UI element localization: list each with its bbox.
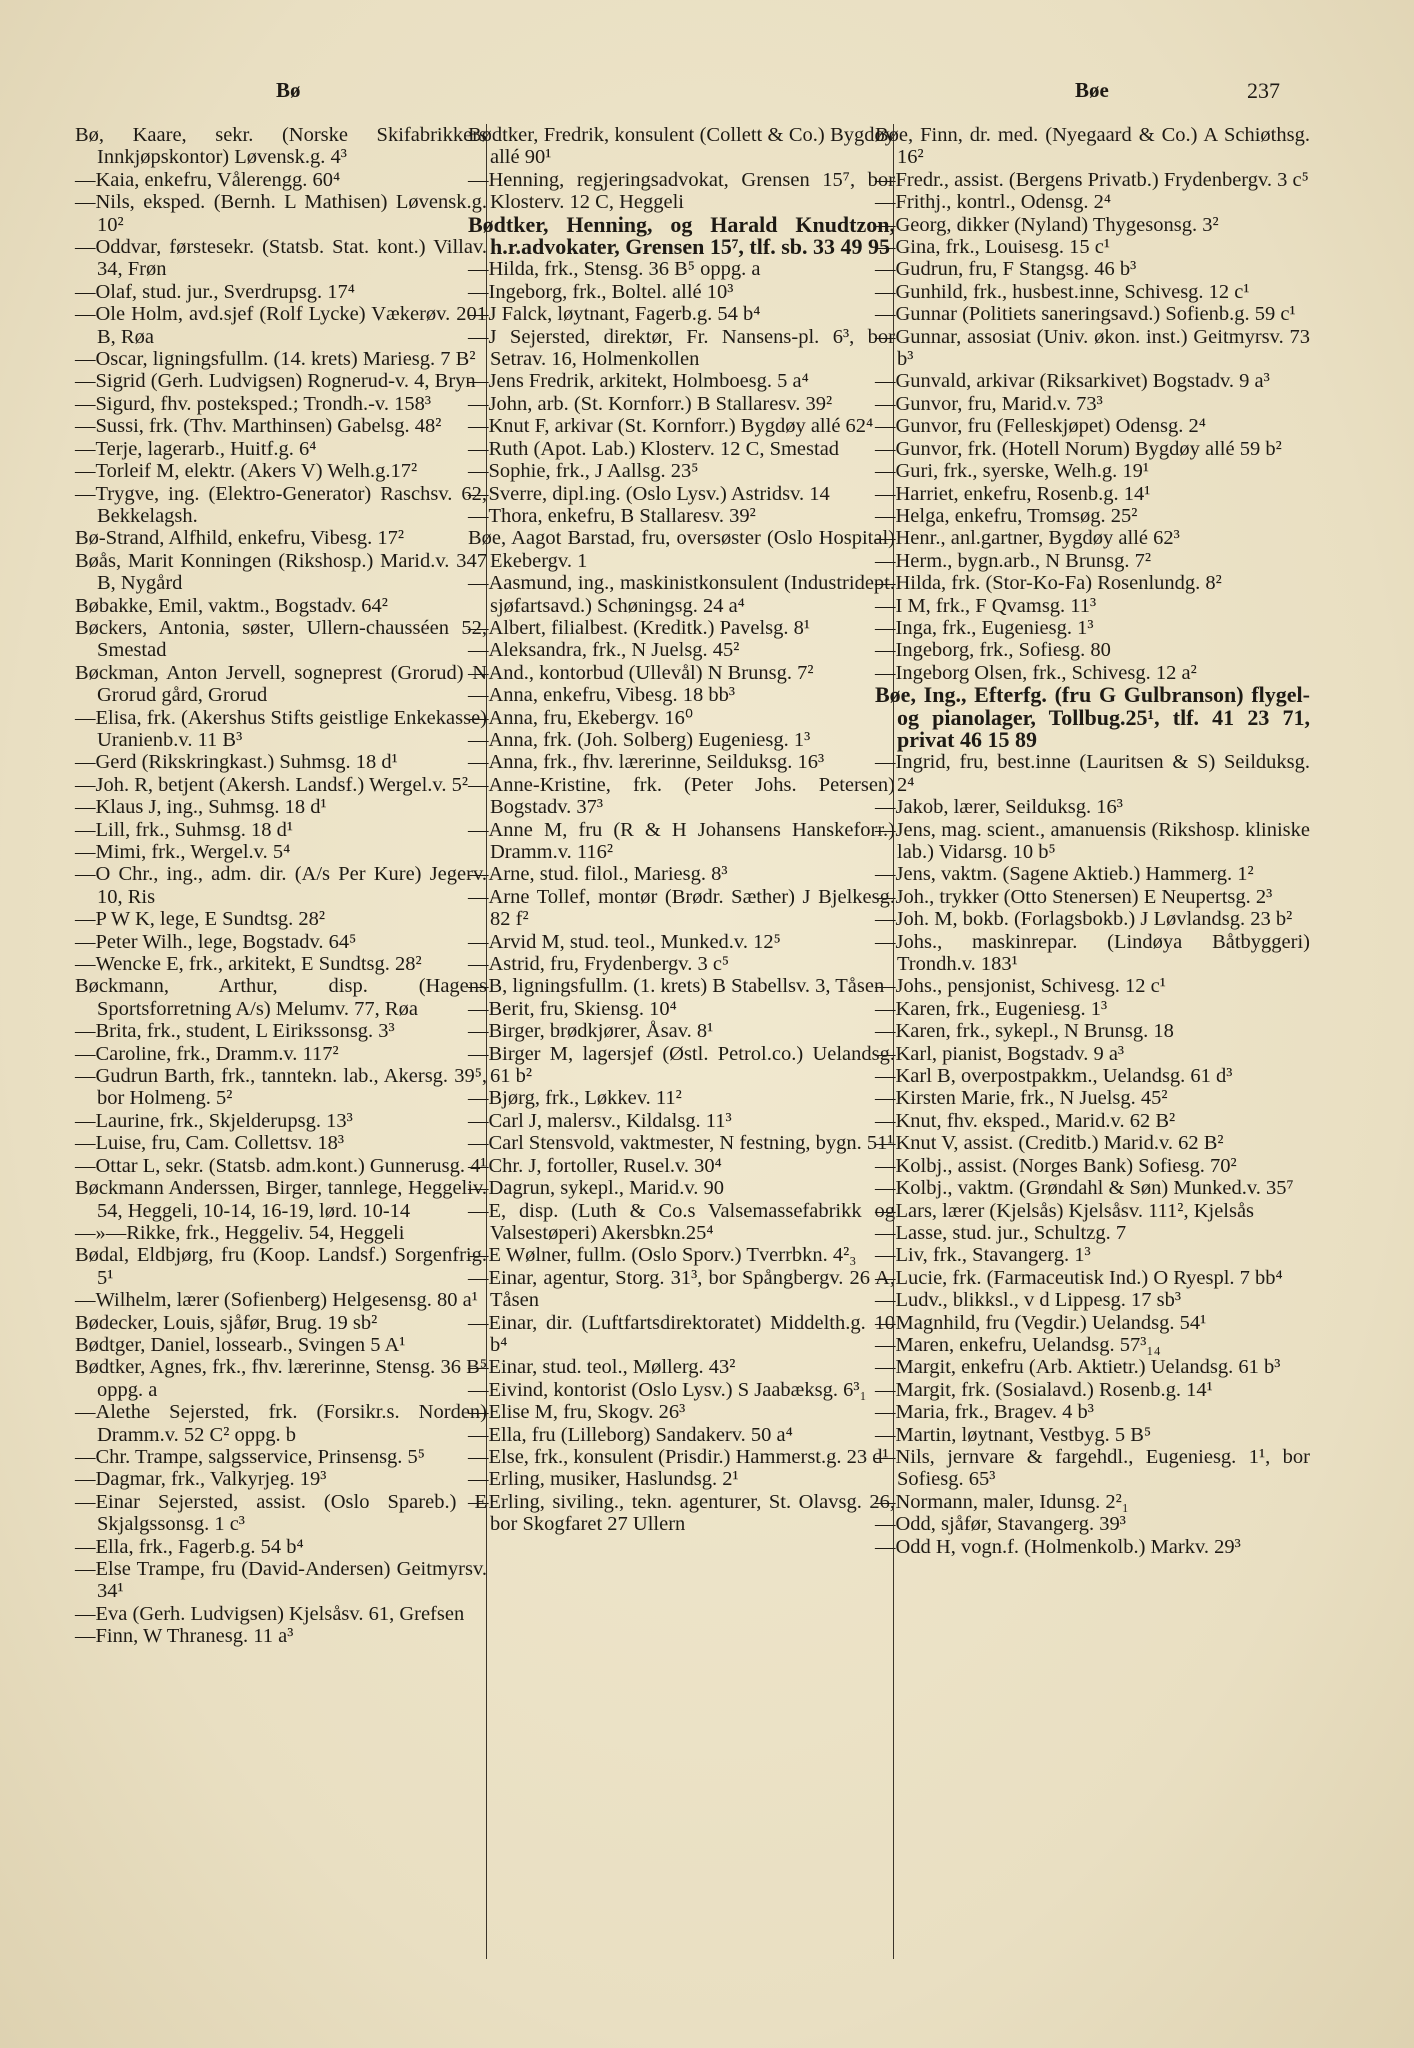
directory-entry: —Einar Sejersted, assist. (Oslo Spareb.) E Skjalgssonsg. 1 c³ xyxy=(75,1490,487,1536)
directory-entry: —Sigrid (Gerh. Ludvigsen) Rognerud-v. 4, Bryn xyxy=(75,370,476,393)
directory-entry: —Caroline, frk., Dramm.v. 117² xyxy=(75,1042,339,1065)
directory-entry: —Kaia, enkefru, Vålerengg. 60⁴ xyxy=(75,168,341,191)
directory-entry: —Gudrun Barth, frk., tanntekn. lab., Akersg. 39⁵, bor Holmeng. 5² xyxy=(75,1065,487,1110)
directory-entry: —Else, frk., konsulent (Prisdir.) Hammerst.g. 23 d¹ xyxy=(468,1445,889,1468)
directory-entry: —Lasse, stud. jur., Schultzg. 7 xyxy=(875,1221,1127,1244)
directory-entry: —Finn, W Thranesg. 11 a³ xyxy=(75,1625,294,1648)
directory-entry: —Anna, frk., fhv. lærerinne, Seilduksg. 16³ xyxy=(468,751,825,774)
directory-entry: —Wilhelm, lærer (Sofienberg) Helgesensg. 80 a¹ xyxy=(75,1289,478,1312)
column-1 xyxy=(75,124,487,1648)
directory-entry: —Lars, lærer (Kjelsås) Kjelsåsv. 111², Kjelsås xyxy=(875,1199,1255,1222)
directory-entry: Bø-Strand, Alfhild, enkefru, Vibesg. 17² xyxy=(75,527,405,550)
directory-entry: —Karl, pianist, Bogstadv. 9 a³ xyxy=(875,1042,1125,1065)
directory-entry: —Karen, frk., sykepl., N Brunsg. 18 xyxy=(875,1020,1174,1043)
directory-entry: —Elisa, frk. (Akershus Stifts geistlige Enkekasse) Uranienb.v. 11 B³ xyxy=(75,706,487,751)
header-left-keyword: Bø xyxy=(276,78,301,102)
directory-entry: —P W K, lege, E Sundtsg. 28² xyxy=(75,908,326,931)
directory-entry: Bødtker, Henning, og Harald Knudtzon, h.r.advokater, Grensen 15⁷, tlf. sb. 33 49 95 xyxy=(468,211,895,260)
directory-entry: —Ingeborg, frk., Sofiesg. 80 xyxy=(875,639,1111,662)
directory-entry: —Einar, stud. teol., Møllerg. 43² xyxy=(468,1356,736,1379)
directory-entry: —Oddvar, førstesekr. (Statsb. Stat. kont.) Villav. 34, Frøn xyxy=(75,236,487,281)
directory-entry: —Luise, fru, Cam. Collettsv. 18³ xyxy=(75,1132,345,1155)
directory-entry: —Kirsten Marie, frk., N Juelsg. 45² xyxy=(875,1087,1168,1110)
directory-entry: —Jakob, lærer, Seilduksg. 16³ xyxy=(875,796,1123,819)
directory-entry: —J Sejersted, direktør, Fr. Nansens-pl. 6³, bor Setrav. 16, Holmenkollen xyxy=(468,325,895,371)
directory-entry: —Einar, agentur, Storg. 31³, bor Spångbergv. 26 A, Tåsen xyxy=(468,1266,895,1312)
directory-entry: —Knut V, assist. (Creditb.) Marid.v. 62 B² xyxy=(875,1132,1224,1155)
directory-entry: —John, arb. (St. Kornforr.) B Stallaresv. 39² xyxy=(468,392,833,415)
directory-entry: —Ingeborg Olsen, frk., Schivesg. 12 a² xyxy=(875,661,1197,684)
directory-entry: —Olaf, stud. jur., Sverdrupsg. 17⁴ xyxy=(75,280,355,303)
directory-entry: —Fredr., assist. (Bergens Privatb.) Frydenbergv. 3 c⁵ xyxy=(875,168,1309,191)
directory-entry: —Else Trampe, fru (David-Andersen) Geitmyrsv. 34¹ xyxy=(75,1558,487,1603)
directory-entry: —Helga, enkefru, Tromsøg. 25² xyxy=(875,504,1138,527)
directory-entry: —Margit, frk. (Sosialavd.) Rosenb.g. 14¹ xyxy=(875,1378,1213,1401)
directory-entry: —Birger, brødkjører, Åsav. 8¹ xyxy=(468,1020,714,1043)
directory-entry: Bødal, Eldbjørg, fru (Koop. Landsf.) Sorgenfrig. 5¹ xyxy=(75,1244,487,1289)
directory-entry: —Gunvor, fru (Felleskjøpet) Odensg. 2⁴ xyxy=(875,415,1206,438)
directory-entry: —Martin, løytnant, Vestbyg. 5 B⁵ xyxy=(875,1423,1152,1446)
directory-entry: —Herm., bygn.arb., N Brunsg. 7² xyxy=(875,549,1152,572)
directory-entry: —Sophie, frk., J Aallsg. 23⁵ xyxy=(468,460,699,483)
directory-entry: —Sverre, dipl.ing. (Oslo Lysv.) Astridsv. 14 xyxy=(468,482,830,505)
directory-entry: Bøe, Ing., Efterfg. (fru G Gulbranson) flygel- og pianolager, Tollbug.25¹, tlf. 41 23 71, privat 46 15 89 xyxy=(875,682,1310,752)
directory-entry: —Odd H, vogn.f. (Holmenkolb.) Markv. 29³ xyxy=(875,1535,1241,1558)
directory-entry: —Thora, enkefru, B Stallaresv. 39² xyxy=(468,504,756,527)
directory-entry: —Frithj., kontrl., Odensg. 2⁴ xyxy=(875,191,1112,214)
directory-entry: —Gunvald, arkivar (Riksarkivet) Bogstadv. 9 a³ xyxy=(875,370,1270,393)
directory-entry: —Berit, fru, Skiensg. 10⁴ xyxy=(468,997,677,1020)
directory-entry: —Anne-Kristine, frk. (Peter Johs. Petersen) Bogstadv. 37³ xyxy=(468,773,895,819)
directory-entry: —Einar, dir. (Luftfartsdirektoratet) Middelth.g. 10 b⁴ xyxy=(468,1311,895,1356)
directory-entry: Bø, Kaare, sekr. (Norske Skifabrikkers Innkjøpskontor) Løvensk.g. 4³ xyxy=(75,124,487,169)
directory-entry: —Gudrun, fru, F Stangsg. 46 b³ xyxy=(875,258,1137,281)
directory-entry: —Hilda, frk., Stensg. 36 B⁵ oppg. a xyxy=(468,258,761,281)
directory-entry: —Terje, lagerarb., Huitf.g. 6⁴ xyxy=(75,437,317,460)
column-2 xyxy=(468,124,895,1959)
directory-entry: —Maren, enkefru, Uelandsg. 57³₁₄ xyxy=(875,1333,1161,1356)
column-3 xyxy=(875,124,1310,1959)
directory-entry: Bøe, Aagot Barstad, fru, oversøster (Oslo Hospital) Ekebergv. 1 xyxy=(468,527,895,572)
directory-entry: —Normann, maler, Idunsg. 2²₁ xyxy=(875,1490,1129,1513)
directory-entry: —Jens, vaktm. (Sagene Aktieb.) Hammerg. 1² xyxy=(875,863,1254,886)
header-right-keyword: Bøe xyxy=(1075,78,1109,102)
directory-entry: —Maria, frk., Bragev. 4 b³ xyxy=(875,1401,1094,1424)
directory-entry: —Georg, dikker (Nyland) Thygesonsg. 3² xyxy=(875,213,1219,236)
directory-entry: —Knut, fhv. eksped., Marid.v. 62 B² xyxy=(875,1109,1176,1132)
directory-entry: —Anna, fru, Ekebergv. 16⁰ xyxy=(468,706,694,729)
directory-entry: —Eivind, kontorist (Oslo Lysv.) S Jaabæksg. 6³₁ xyxy=(468,1378,867,1401)
directory-entry: —Harriet, enkefru, Rosenb.g. 14¹ xyxy=(875,482,1151,505)
directory-entry: —B, ligningsfullm. (1. krets) B Stabellsv. 3, Tåsen xyxy=(468,975,885,998)
directory-entry: —Ella, frk., Fagerb.g. 54 b⁴ xyxy=(75,1535,304,1558)
directory-entry: —Elise M, fru, Skogv. 26³ xyxy=(468,1401,686,1424)
directory-entry: —Liv, frk., Stavangerg. 1³ xyxy=(875,1244,1091,1267)
directory-entry: —Trygve, ing. (Elektro-Generator) Raschsv. 62, Bekkelagsh. xyxy=(75,482,487,527)
directory-entry: —Johs., pensjonist, Schivesg. 12 c¹ xyxy=(875,975,1166,998)
directory-entry: —Ole Holm, avd.sjef (Rolf Lycke) Vækerøv. 201 B, Røa xyxy=(75,303,487,348)
directory-entry: —Chr. J, fortoller, Rusel.v. 30⁴ xyxy=(468,1154,722,1177)
directory-entry: —Wencke E, frk., arkitekt, E Sundtsg. 28² xyxy=(75,953,422,976)
directory-entry: —Torleif M, elektr. (Akers V) Welh.g.17² xyxy=(75,460,418,483)
directory-entry: —Jens, mag. scient., amanuensis (Rikshosp. kliniske lab.) Vidarsg. 10 b⁵ xyxy=(875,818,1310,863)
directory-entry: —Gerd (Rikskringkast.) Suhmsg. 18 d¹ xyxy=(75,751,398,774)
directory-entry: Bødtger, Daniel, lossearb., Svingen 5 A¹ xyxy=(75,1333,406,1356)
page-number: 237 xyxy=(1247,78,1280,103)
directory-entry: —J Falck, løytnant, Fagerb.g. 54 b⁴ xyxy=(468,303,761,326)
directory-entry: —Erling, musiker, Haslundsg. 2¹ xyxy=(468,1468,739,1491)
directory-entry: —Nils, eksped. (Bernh. L Mathisen) Løvensk.g. 10² xyxy=(75,191,487,236)
directory-entry: —Carl J, malersv., Kildalsg. 11³ xyxy=(468,1109,732,1132)
directory-entry: —Lucie, frk. (Farmaceutisk Ind.) O Ryespl. 7 bb⁴ xyxy=(875,1266,1283,1289)
directory-entry: —Johs., maskinrepar. (Lindøya Båtbyggeri) Trondh.v. 183¹ xyxy=(875,930,1310,976)
directory-entry: —Gunnar (Politiets saneringsavd.) Sofienb.g. 59 c¹ xyxy=(875,303,1296,326)
directory-entry: —Aleksandra, frk., N Juelsg. 45² xyxy=(468,639,740,662)
directory-entry: —Gunvor, fru, Marid.v. 73³ xyxy=(875,392,1103,415)
directory-entry: —Chr. Trampe, salgsservice, Prinsensg. 5⁵ xyxy=(75,1445,425,1468)
directory-entry: Bøckmann, Arthur, disp. (Hagens Sportsforretning A/s) Melumv. 77, Røa xyxy=(75,975,487,1020)
directory-entry: —Carl Stensvold, vaktmester, N festning, bygn. 51¹ xyxy=(468,1132,894,1155)
directory-entry: —Aasmund, ing., maskinistkonsulent (Industridept. sjøfartsavd.) Schøningsg. 24 a⁴ xyxy=(468,572,895,617)
directory-entry: —Kolbj., vaktm. (Grøndahl & Søn) Munked.v. 35⁷ xyxy=(875,1177,1294,1200)
directory-entry: —Margit, enkefru (Arb. Aktietr.) Uelandsg. 61 b³ xyxy=(875,1356,1281,1379)
directory-entry: —Gunhild, frk., husbest.inne, Schivesg. 12 c¹ xyxy=(875,280,1250,303)
directory-entry: Bøe, Finn, dr. med. (Nyegaard & Co.) A Schiøthsg. 16² xyxy=(875,124,1310,169)
directory-entry: —And., kontorbud (Ullevål) N Brunsg. 7² xyxy=(468,661,814,684)
directory-entry: —Arne, stud. filol., Mariesg. 8³ xyxy=(468,863,728,886)
directory-entry: —Anna, enkefru, Vibesg. 18 bb³ xyxy=(468,684,736,707)
directory-entry: —Erling, siviling., tekn. agenturer, St. Olavsg. 26, bor Skogfaret 27 Ullern xyxy=(468,1490,895,1536)
directory-entry: —Joh. M, bokb. (Forlagsbokb.) J Løvlandsg. 23 b² xyxy=(875,908,1293,931)
directory-entry: —Hilda, frk. (Stor-Ko-Fa) Rosenlundg. 8² xyxy=(875,572,1222,595)
directory-entry: Bødecker, Louis, sjåfør, Brug. 19 sb² xyxy=(75,1311,378,1334)
directory-entry: Bøckman, Anton Jervell, sogneprest (Grorud) N Grorud gård, Grorud xyxy=(75,661,487,707)
directory-entry: —Lill, frk., Suhmsg. 18 d¹ xyxy=(75,818,293,841)
directory-entry: —Magnhild, fru (Vegdir.) Uelandsg. 54¹ xyxy=(875,1311,1207,1334)
directory-entry: Bøckers, Antonia, søster, Ullern-chausséen 52, Smestad xyxy=(75,616,487,662)
directory-entry: —Brita, frk., student, L Eirikssonsg. 3³ xyxy=(75,1020,395,1043)
directory-entry: —Henr., anl.gartner, Bygdøy allé 62³ xyxy=(875,527,1180,550)
directory-entry: —Bjørg, frk., Løkkev. 11² xyxy=(468,1087,682,1110)
directory-entry: —Astrid, fru, Frydenbergv. 3 c⁵ xyxy=(468,953,730,976)
page-header xyxy=(0,78,1414,112)
directory-entry: —Klaus J, ing., Suhmsg. 18 d¹ xyxy=(75,796,327,819)
directory-entry: —Knut F, arkivar (St. Kornforr.) Bygdøy allé 62⁴ xyxy=(468,415,874,438)
directory-entry: —Alethe Sejersted, frk. (Forsikr.s. Norden) Dramm.v. 52 C² oppg. b xyxy=(75,1401,487,1446)
directory-entry: Bøckmann Anderssen, Birger, tannlege, Heggeliv. 54, Heggeli, 10-14, 16-19, lørd. 10-14 xyxy=(75,1177,487,1222)
directory-entry: —Ottar L, sekr. (Statsb. adm.kont.) Gunnerusg. 4¹ xyxy=(75,1154,487,1177)
directory-entry: —Peter Wilh., lege, Bogstadv. 64⁵ xyxy=(75,930,357,953)
directory-entry: —Odd, sjåfør, Stavangerg. 39³ xyxy=(875,1513,1126,1536)
directory-entry: —Kolbj., assist. (Norges Bank) Sofiesg. 70² xyxy=(875,1154,1237,1177)
directory-entry: Bødtker, Fredrik, konsulent (Collett & Co.) Bygdøy allé 90¹ xyxy=(468,124,895,169)
directory-entry: —Gunvor, frk. (Hotell Norum) Bygdøy allé 59 b² xyxy=(875,437,1282,460)
directory-entry: —Joh. R, betjent (Akersh. Landsf.) Wergel.v. 5² xyxy=(75,773,468,796)
directory-entry: —Inga, frk., Eugeniesg. 1³ xyxy=(875,616,1094,639)
directory-entry: —Mimi, frk., Wergel.v. 5⁴ xyxy=(75,841,291,863)
directory-entry: —Albert, filialbest. (Kreditk.) Pavelsg. 8¹ xyxy=(468,616,811,639)
directory-entry: —Ingeborg, frk., Boltel. allé 10³ xyxy=(468,280,734,303)
directory-entry: —Joh., trykker (Otto Stenersen) E Neupertsg. 2³ xyxy=(875,885,1273,908)
directory-entry: —Karen, frk., Eugeniesg. 1³ xyxy=(875,997,1108,1020)
directory-entry: —Ruth (Apot. Lab.) Klosterv. 12 C, Smestad xyxy=(468,437,840,460)
directory-entry: —Laurine, frk., Skjelderupsg. 13³ xyxy=(75,1109,353,1132)
directory-entry: —Dagmar, frk., Valkyrjeg. 19³ xyxy=(75,1468,327,1491)
directory-entry: Bødtker, Agnes, frk., fhv. lærerinne, Stensg. 36 B⁵ oppg. a xyxy=(75,1356,487,1401)
directory-entry: —Dagrun, sykepl., Marid.v. 90 xyxy=(468,1177,725,1200)
directory-entry: —Anne M, fru (R & H Johansens Hanskeforr.) Dramm.v. 116² xyxy=(468,818,895,863)
directory-entry: —Ingrid, fru, best.inne (Lauritsen & S) Seilduksg. 2⁴ xyxy=(875,751,1310,796)
directory-entry: —Karl B, overpostpakkm., Uelandsg. 61 d³ xyxy=(875,1065,1233,1088)
directory-entry: —Arne Tollef, montør (Brødr. Sæther) J Bjelkesg. 82 f² xyxy=(468,885,895,931)
directory-entry: —Gunnar, assosiat (Univ. økon. inst.) Geitmyrsv. 73 b³ xyxy=(875,325,1310,371)
directory-entry: —Sigurd, fhv. posteksped.; Trondh.-v. 158³ xyxy=(75,392,431,415)
directory-entry: —Ludv., blikksl., v d Lippesg. 17 sb³ xyxy=(875,1289,1182,1312)
directory-entry: —E Wølner, fullm. (Oslo Sporv.) Tverrbkn. 4²₃ xyxy=(468,1244,857,1267)
directory-entry: —E, disp. (Luth & Co.s Valsemassefabrikk og Valsestøperi) Akersbkn.25⁴ xyxy=(468,1199,895,1244)
directory-entry: —Henning, regjeringsadvokat, Grensen 15⁷, bor Klosterv. 12 C, Heggeli xyxy=(468,168,895,214)
directory-entry: —Eva (Gerh. Ludvigsen) Kjelsåsv. 61, Grefsen xyxy=(75,1602,465,1625)
directory-entry: —Guri, frk., syerske, Welh.g. 19¹ xyxy=(875,460,1149,483)
directory-entry: —»—Rikke, frk., Heggeliv. 54, Heggeli xyxy=(75,1221,405,1244)
directory-entry: —Nils, jernvare & fargehdl., Eugeniesg. 1¹, bor Sofiesg. 65³ xyxy=(875,1445,1310,1491)
directory-entry: —O Chr., ing., adm. dir. (A/s Per Kure) Jegerv. 10, Ris xyxy=(75,863,487,908)
directory-entry: —Gina, frk., Louisesg. 15 c¹ xyxy=(875,236,1111,259)
directory-entry: —Arvid M, stud. teol., Munked.v. 12⁵ xyxy=(468,930,781,953)
directory-entry: Bøås, Marit Konningen (Rikshosp.) Marid.v. 347 B, Nygård xyxy=(75,549,487,595)
directory-entry: —Jens Fredrik, arkitekt, Holmboesg. 5 a⁴ xyxy=(468,370,809,393)
directory-entry: —I M, frk., F Qvamsg. 11³ xyxy=(875,594,1097,617)
directory-entry: Bøbakke, Emil, vaktm., Bogstadv. 64² xyxy=(75,594,388,617)
directory-entry: —Ella, fru (Lilleborg) Sandakerv. 50 a⁴ xyxy=(468,1423,793,1446)
directory-entry: —Oscar, ligningsfullm. (14. krets) Mariesg. 7 B² xyxy=(75,348,476,371)
directory-entry: —Birger M, lagersjef (Østl. Petrol.co.) Uelandsg. 61 b² xyxy=(468,1042,895,1088)
directory-entry: —Sussi, frk. (Thv. Marthinsen) Gabelsg. 48² xyxy=(75,415,442,438)
directory-entry: —Anna, frk. (Joh. Solberg) Eugeniesg. 1³ xyxy=(468,728,811,751)
